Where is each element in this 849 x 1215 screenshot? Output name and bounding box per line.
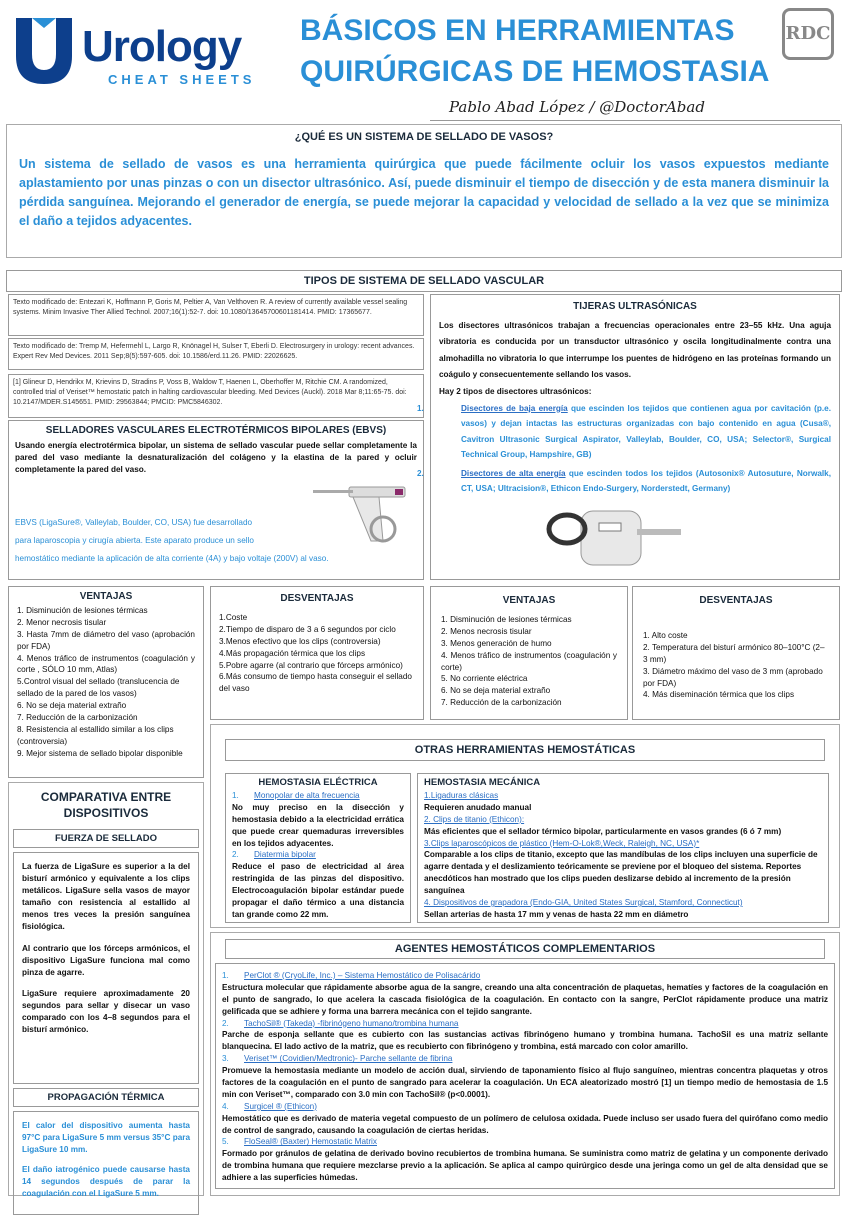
desventajas-ebvs-item: 2.Tiempo de disparo de 3 a 6 segundos por ciclo <box>219 624 396 634</box>
ref-3-box <box>8 374 424 418</box>
logo-name: Urology <box>82 22 242 71</box>
agente-num-3: 3. <box>222 1054 229 1064</box>
author-underline <box>430 120 840 121</box>
agente-num-2: 2. <box>222 1018 229 1028</box>
ebvs-heading: SELLADORES VASCULARES ELECTROTÉRMICOS BIPOLARES (EBVS) <box>45 425 387 436</box>
intro-text: Un sistema de sellado de vasos es una herramienta quirúrgica que puede fácilmente ocluir los vasos expuestos mediante aplastamiento por unas pinzas o con un disector ultrasónico. Así, puede disminuir el tiempo de disección y de esta manera disminuir la pérdida sanguínea. Mejorando el generador de energía, se puede mejorar la capacidad y velocidad de sellado a la vez que se minimiza el daño a tejidos adyacentes. <box>19 157 829 228</box>
otras-heading: OTRAS HERRAMIENTAS HEMOSTÁTICAS <box>414 744 636 756</box>
ventajas-ebvs-item: 2. Menor necrosis tisular <box>17 617 107 627</box>
otras-heading-bar <box>225 739 825 761</box>
ebvs-note-3: hemostático mediante la aplicación de alta corriente (4A) y bajo voltaje (200V) al vaso. <box>15 554 329 563</box>
mecanica-text-1: Requieren anudado manual <box>424 802 532 812</box>
agente-num-5: 5. <box>222 1137 229 1147</box>
agente-link-3[interactable]: Veriset™ (Covidien/Medtronic)- Parche sellante de fibrina <box>244 1054 453 1064</box>
ventajas-ultrasonic-item: 3. Menos generación de humo <box>441 638 552 648</box>
mecanica-text-2: Más eficientes que el sellador térmico bipolar, particularmente en vasos grandes (6 ó 7 mm) <box>424 826 782 836</box>
propagacion-heading-box <box>13 1088 199 1107</box>
agente-item-4 <box>222 1101 828 1137</box>
ventajas-ultrasonic-item: 6. No se deja material extraño <box>441 686 551 696</box>
agente-item-1 <box>222 970 828 1018</box>
corner-logo: RDC <box>782 8 834 60</box>
agente-text-4: Hemostático que es derivado de materia vegetal compuesto de un polímero de celulosa oxidada. Puede incluso ser usado fuera del quirófano como medio de control de sangrado, causando la coagulación de ciertas heridas. <box>222 1113 828 1135</box>
desventajas-ebvs-item: 6.Más consumo de tiempo hasta conseguir el sellado del vaso <box>219 672 412 694</box>
agente-item-3 <box>222 1053 828 1101</box>
ligasure-device-image <box>309 481 419 561</box>
electrica-link-2[interactable]: Diatermia bipolar <box>254 850 316 860</box>
comparativa-heading: COMPARATIVA ENTRE DISPOSITIVOS <box>40 790 172 821</box>
agente-link-2[interactable]: TachoSil® (Takeda) -fibrinógeno humano/trombina humana <box>244 1018 459 1028</box>
ebvs-note-1: EBVS (LigaSure®, Valleylab, Boulder, CO, USA) fue desarrollado <box>15 518 253 527</box>
title-line-1: BÁSICOS EN HERRAMIENTAS <box>300 14 735 47</box>
fuerza-body <box>13 852 199 1084</box>
ventajas-ebvs-item: 8. Resistencia al estallido similar a los clips (controversia) <box>17 724 174 746</box>
electrica-link-1[interactable]: Monopolar de alta frecuencia <box>254 791 360 800</box>
propagacion-q1: El calor del dispositivo aumenta hasta 97°C para LigaSure 5 mm versus 35°C para LigaSure 10 mm. <box>22 1121 190 1155</box>
mecanica-link-4[interactable]: 4. Dispositivos de grapadora (Endo-GIA, United States Surgical, Stamford, Connecticut) <box>424 898 743 908</box>
fuerza-heading: FUERZA DE SELLADO <box>54 833 158 845</box>
mecanica-link-2[interactable]: 2. Clips de titanio (Ethicon): <box>424 814 525 824</box>
tijeras-item-1-link[interactable]: Disectores de baja energía <box>461 403 568 413</box>
mecanica-link-1[interactable]: 1.Ligaduras clásicas <box>424 791 499 800</box>
agentes-heading-bar <box>225 939 825 959</box>
urology-logo-icon <box>12 14 76 86</box>
otras-box <box>210 724 840 928</box>
ebvs-text: Usando energía electrotérmica bipolar, un sistema de sellado vascular puede sellar completamente la pared del vaso mediante la desnaturalización del colágeno y la elastina de la pared y ocluir completamente la pared del vaso. <box>15 441 417 474</box>
propagacion-heading: PROPAGACIÓN TÉRMICA <box>47 1092 165 1104</box>
tijeras-box <box>417 294 840 580</box>
fuerza-p3: LigaSure requiere aproximadamente 20 segundos para sellar y disecar un vaso comparado con los 4–8 segundos para el bisturí armónico. <box>22 989 190 1035</box>
tipos-heading: TIPOS DE SISTEMA DE SELLADO VASCULAR <box>303 275 545 287</box>
ventajas-ultrasonic-item: 7. Reducción de la carbonización <box>441 698 562 708</box>
agente-num-1: 1. <box>222 971 229 980</box>
ventajas-ebvs-box <box>8 586 204 778</box>
ref-3: [1] Glineur D, Hendrikx M, Krievins D, Stradins P, Voss B, Waldow T, Haenen L, Oberhoffer M, Ritchie CM. A randomized, controlled trial of Veriset™ hemostatic patch in halting cardiovascular bleeding. Med Devices (Auckl). 2018 Mar 8;11:65-75. doi: 10.2147/MDER.S145651. PMID: 29563844; PMCID: PMC5846302. <box>13 379 407 406</box>
desventajas-ebvs-item: 1.Coste <box>219 613 248 622</box>
ref-2-box <box>8 338 424 370</box>
ebvs-note-2: para laparoscopia y cirugía abierta. Este aparato produce un sello <box>15 536 254 545</box>
electrica-box <box>225 773 411 923</box>
agente-item-2 <box>222 1018 828 1054</box>
ventajas-ultrasonic-item: 4. Menos tráfico de instrumentos (coagulación y corte) <box>441 650 617 672</box>
electrica-item-2: 2. Diatermia bipolar <box>232 850 316 860</box>
electrica-heading: HEMOSTASIA ELÉCTRICA <box>258 777 378 788</box>
desventajas-ebvs-box <box>210 586 424 720</box>
ventajas-ebvs-item: 9. Mejor sistema de sellado bipolar disponible <box>17 748 183 758</box>
propagacion-body <box>13 1111 199 1215</box>
ventajas-ebvs-item: 1. Disminución de lesiones térmicas <box>17 606 148 615</box>
agente-num-4: 4. <box>222 1101 229 1111</box>
agente-text-3: Promueve la hemostasia mediante un modelo de acción dual, sirviendo de taponamiento físico al flujo sanguíneo, mientras concentra plaquetas y otros factores de la coagulación en el punto de sangrado para acelerar la coagulación. Un ECA aleatorizado mostró [1] un tiempo medio de hemostasia de 1.5 min con Veriset™, comparado con 3.0 min con TachoSil® (p<0.0001). <box>222 1066 828 1099</box>
ventajas-ultrasonic-heading: VENTAJAS <box>502 595 556 606</box>
tipos-heading-box <box>6 270 842 292</box>
tijeras-item-1-num: 1. <box>417 403 424 413</box>
electrica-item-1: 1. Monopolar de alta frecuencia <box>232 791 360 800</box>
mecanica-text-3: Comparable a los clips de titanio, excepto que las mandíbulas de los clips incluyen una superficie de agarre dentada y el deslizamiento teóricamente se previene por el bloqueo del sistema. Reportes anecdóticos han mostrado que los clips pueden deslizarse debido al incremento de la presión sanguínea <box>424 850 818 896</box>
agente-text-5: Formado por gránulos de gelatina de derivado bovino recubiertos de trombina humana. Se suministra como matriz de gelatina y un componente derivado de trombina humana que requiere mezclarse previo a la aplicación. Se aplica al campo quirúrgico desde una jeringa como un gel de alta densidad que se adhiere a las superficies húmedas. <box>222 1149 828 1183</box>
tijeras-text: Los disectores ultrasónicos trabajan a frecuencias operacionales entre 23–55 kHz. Una aguja vibratoria es conducida por un transductor ultrasónico y oscila longitudinalmente contra una almohadilla no vibratoria lo que interrumpe los puentes de hidrógeno en las proteínas formando un coágulo y consecuentemente sellando los vasos. <box>439 321 831 380</box>
ventajas-ultrasonic-item: 5. No corriente eléctrica <box>441 674 528 684</box>
agente-link-5[interactable]: FloSeal® (Baxter) Hemostatic Matrix <box>244 1137 377 1147</box>
ventajas-ultrasonic-box <box>430 586 628 720</box>
intro-heading: ¿QUÉ ES UN SISTEMA DE SELLADO DE VASOS? <box>294 131 554 143</box>
desventajas-ebvs-item: 4.Más propagación térmica que los clips <box>219 648 366 658</box>
mecanica-link-3[interactable]: 3.Clips laparoscópicos de plástico (Hem-O-Lok®,Weck, Raleigh, NC, USA)* <box>424 838 700 848</box>
tijeras-item-2-num: 2. <box>417 468 424 478</box>
tijeras-item-2-text: que escinden todos los tejidos (Autosonix® Autosuture, Norwalk, CT, USA; Ultracision®, Ethicon Endo-Surgery, Norderstedt, Germany) <box>461 468 831 494</box>
propagacion-q2: El daño iatrogénico puede causarse hasta 14 segundos después de parar la coagulación con el LigaSure 5 mm. <box>22 1165 190 1198</box>
title-line-2: QUIRÚRGICAS DE HEMOSTASIA <box>300 55 770 88</box>
agentes-heading: AGENTES HEMOSTÁTICOS COMPLEMENTARIOS <box>394 943 656 955</box>
tijeras-sub: Hay 2 tipos de disectores ultrasónicos: <box>439 386 592 396</box>
fuerza-p1: La fuerza de LigaSure es superior a la del bisturí armónico y equivalente a los clips metálicos. LigaSure sella vasos de mayor tamaño con resistencia al estallido al menos tres veces la presión sanguínea fisiológica. <box>22 862 190 931</box>
agente-link-1[interactable]: PerClot ® (CryoLife, Inc.) – Sistema Hemostático de Polisacárido <box>244 971 481 980</box>
electrica-text-1: No muy preciso en la disección y hemostasia debido a la electricidad errática que puede crear quemaduras irreversibles en los tejidos adyacentes. <box>232 802 404 848</box>
agentes-box <box>210 932 840 1196</box>
desventajas-ultrasonic-item: 4. Más diseminación térmica que los clips <box>643 690 795 700</box>
fuerza-heading-box <box>13 829 199 848</box>
ebvs-box <box>8 420 424 580</box>
electrica-text-2: Reduce el paso de electricidad al área restringida de las pinzas del dispositivo. Electrocoagulación bipolar estándar puede propagar el daño térmico a una distancia tan grande como 22 mm. <box>232 862 404 919</box>
desventajas-ultrasonic-item: 3. Diámetro máximo del vaso de 3 mm (aprobado por FDA) <box>643 666 823 688</box>
ventajas-ultrasonic-item: 1. Disminución de lesiones térmicas <box>441 615 572 624</box>
intro-box <box>6 124 842 258</box>
desventajas-ultrasonic-item: 1. Alto coste <box>643 631 688 640</box>
ref-2: Texto modificado de: Tremp M, Hefermehl L, Largo R, Knönagel H, Sulser T, Eberli D. Electrosurgery in urology: recent advances. Expert Rev Med Devices. 2011 Sep;8(5):597-605. doi: 10.1586/erd.11.26. PMID: 22026625. <box>13 343 415 360</box>
ventajas-ebvs-item: 7. Reducción de la carbonización <box>17 713 138 723</box>
tijeras-item-1-text: que escinden los tejidos que contienen agua por cavitación (p.e. vasos) y dejan intactas las estructuras organizadas con bajo contenido en agua (Cusa®, Cavitron Ultrasonic Surgical Aspirator, Valleylab, Boulder, CO, USA; Selector®, Surgical Technical Group, Hampshire, GB) <box>461 403 831 460</box>
desventajas-ebvs-item: 5.Pobre agarre (al contrario que fórceps armónico) <box>219 660 403 670</box>
fuerza-p2: Al contrario que los fórceps armónicos, el dispositivo LigaSure funciona mal como pinza de agarre. <box>22 943 190 977</box>
mecanica-text-4: Sellan arterias de hasta 17 mm y venas de hasta 22 mm en diámetro <box>424 909 689 919</box>
agente-text-2: Parche de esponja sellante que es cubierto con las sustancias activas fibrinógeno humano y trombina humana. TachoSil es una matriz sellante blanquecina. El lado activo de la matriz, que es recubierto con fibrinógeno y trombina, está marcado con color amarillo. <box>222 1030 828 1052</box>
desventajas-ebvs-heading: DESVENTAJAS <box>280 593 354 604</box>
ventajas-ebvs-heading: VENTAJAS <box>79 591 133 602</box>
ventajas-ebvs-item: 3. Hasta 7mm de diámetro del vaso (aprobación por FDA) <box>17 629 195 651</box>
ultrasonic-scissors-image <box>527 505 687 575</box>
tijeras-heading: TIJERAS ULTRASÓNICAS <box>573 301 697 312</box>
agente-item-5 <box>222 1136 828 1184</box>
agente-text-1: Estructura molecular que rápidamente absorbe agua de la sangre, creando una alta concentración de plaquetas, hematíes y factores de la coagulación en el punto de sangrado, lo que acelera la cascada fisiológica de la coagulación. En contacto con la sangre, PerClot rápidamente produce una matriz gelificada que se adhiere y forma una barrera mecánica con el tejido sangrante. <box>222 982 828 1016</box>
agentes-body <box>215 963 835 1189</box>
ventajas-ebvs-item: 5.Control visual del sellado (translucencia de sellado de la pared de los vasos) <box>17 677 180 699</box>
desventajas-ultrasonic-heading: DESVENTAJAS <box>699 595 773 606</box>
ref-1: Texto modificado de: Entezari K, Hoffmann P, Goris M, Peltier A, Van Velthoven R. A review of currently available vessel sealing systems. Minim Invasive Ther Allied Technol. 2007;16(1):52-7. doi: 10.1080/13645700601181414. PMID: 17365677. <box>13 299 408 316</box>
comparativa-box <box>8 782 204 1196</box>
header <box>0 0 849 122</box>
desventajas-ultrasonic-box <box>632 586 840 720</box>
tijeras-item-2 <box>417 466 831 497</box>
agente-link-4[interactable]: Surgicel ® (Ethicon) <box>244 1101 317 1111</box>
ventajas-ebvs-item: 6. No se deja material extraño <box>17 701 127 711</box>
author: Pablo Abad López / @DoctorAbad <box>449 98 705 116</box>
ref-1-box <box>8 294 424 336</box>
tijeras-item-2-link[interactable]: Disectores de alta energía <box>461 468 566 478</box>
desventajas-ebvs-item: 3.Menos efectivo que los clips (controversia) <box>219 636 381 646</box>
logo-subtitle: CHEAT SHEETS <box>108 72 256 87</box>
ventajas-ultrasonic-item: 2. Menos necrosis tisular <box>441 626 532 636</box>
tijeras-item-1 <box>417 401 831 463</box>
mecanica-heading: HEMOSTASIA MECÁNICA <box>424 777 541 788</box>
ventajas-ebvs-item: 4. Menos tráfico de instrumentos (coagulación y corte , SÓLO 10 mm, Atlas) <box>17 653 195 675</box>
desventajas-ultrasonic-item: 2. Temperatura del bisturí armónico 80–100°C (2–3 mm) <box>643 642 825 664</box>
mecanica-box <box>417 773 829 923</box>
